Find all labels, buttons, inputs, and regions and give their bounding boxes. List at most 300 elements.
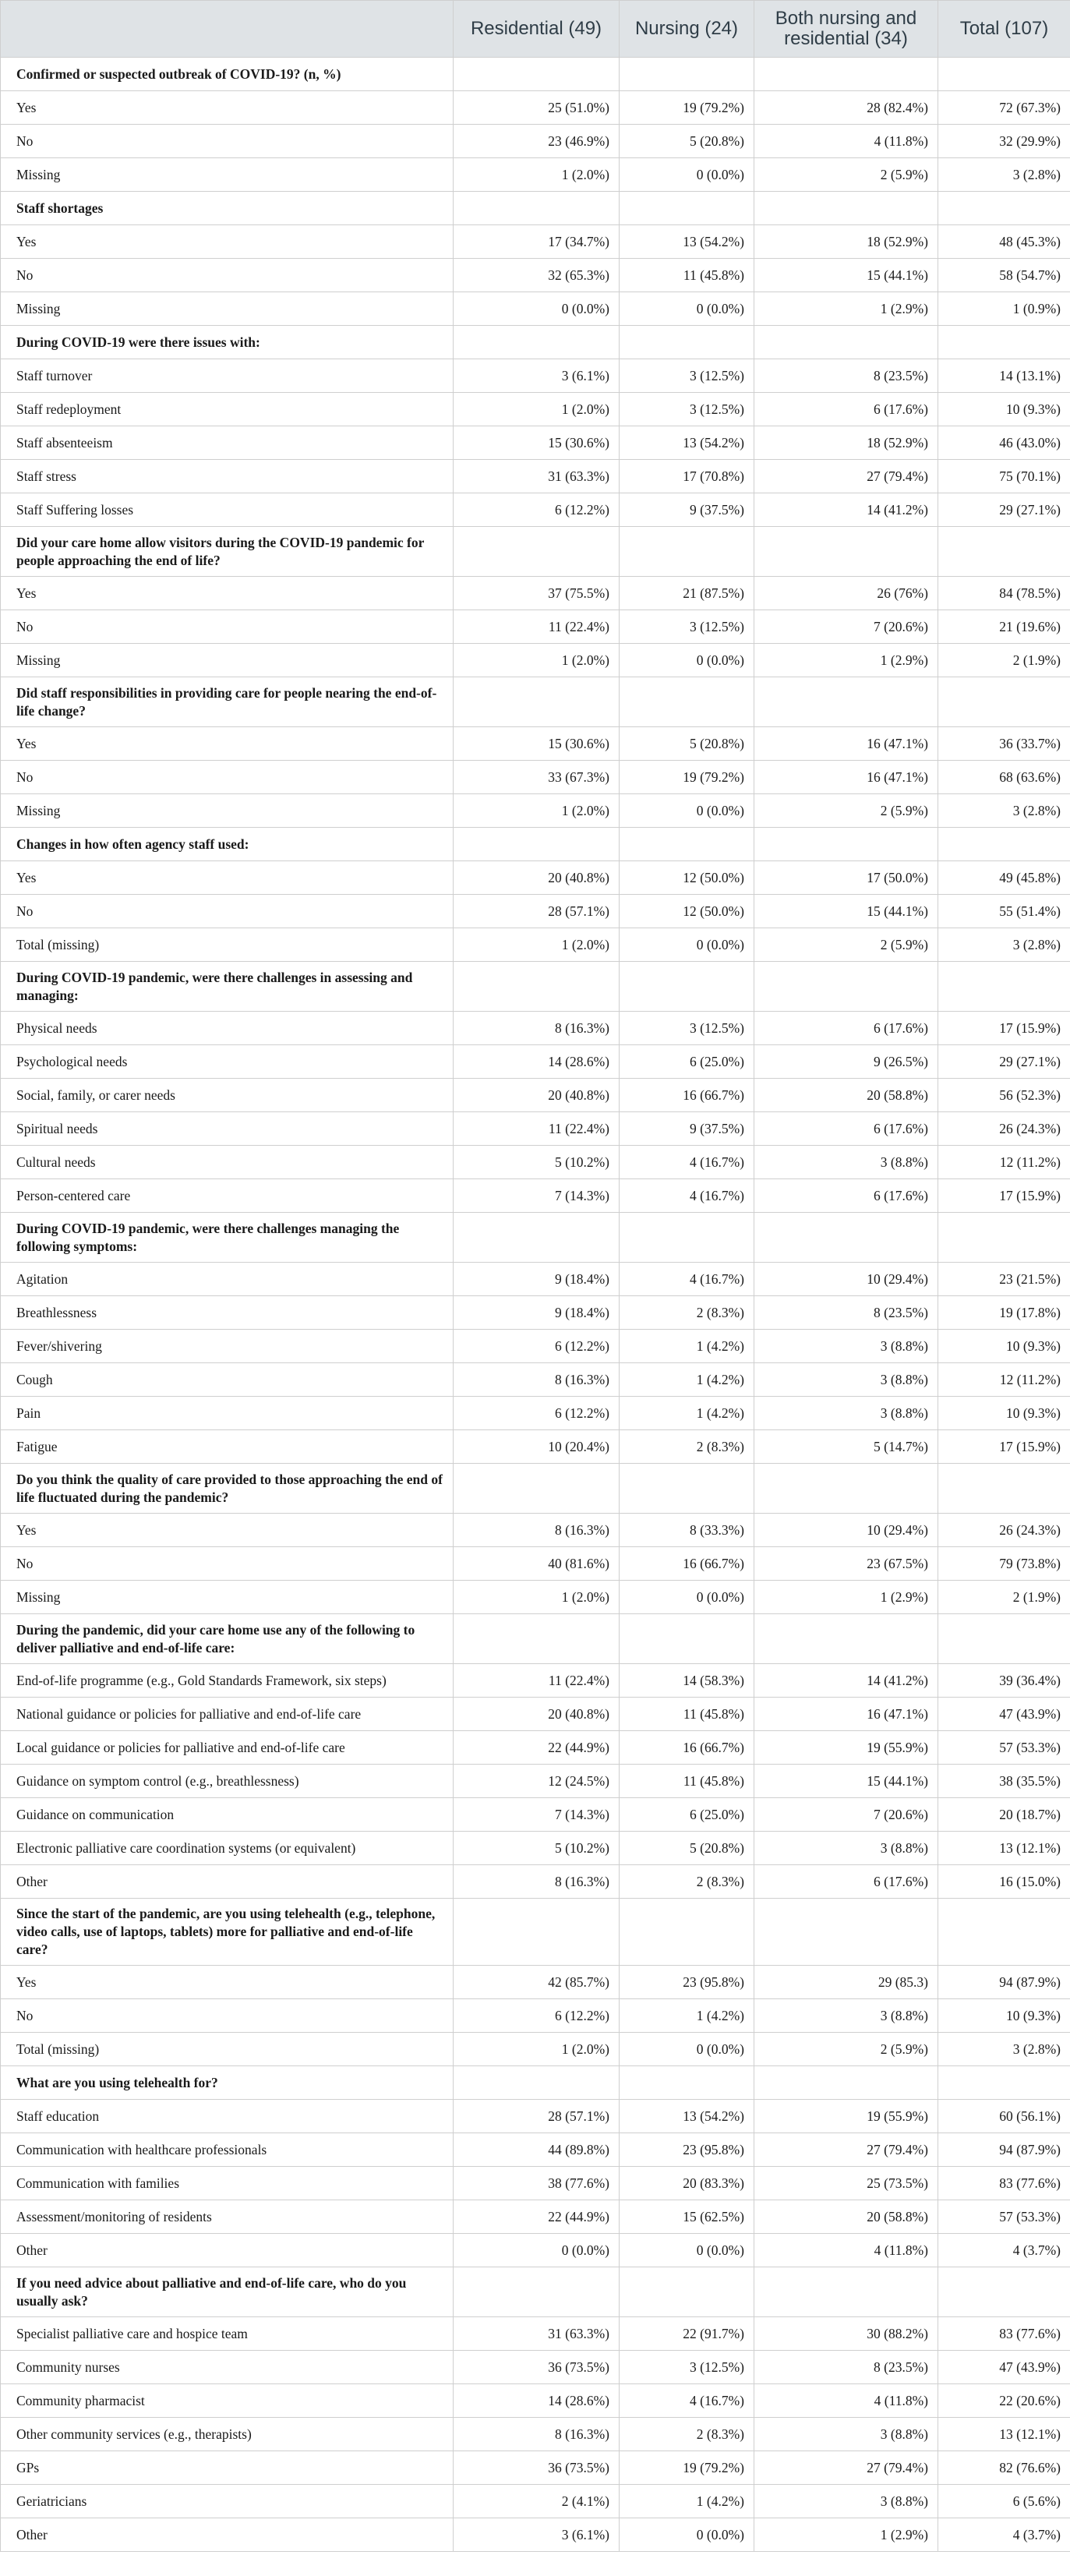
value-total: 4 (3.7%) (938, 2518, 1070, 2552)
value-both: 1 (2.9%) (754, 2518, 938, 2552)
value-both: 1 (2.9%) (754, 292, 938, 326)
table-row (1, 1547, 1070, 1581)
empty-cell (938, 1213, 1070, 1263)
value-both: 7 (20.6%) (754, 1798, 938, 1832)
section-question: If you need advice about palliative and end-of-life care, who do you usually ask? (1, 2267, 454, 2317)
value-nursing: 23 (95.8%) (620, 2133, 754, 2167)
value-both: 3 (8.8%) (754, 2485, 938, 2518)
value-residential: 2 (4.1%) (454, 2485, 620, 2518)
table-row (1, 292, 1070, 326)
row-label: Total (missing) (1, 2033, 454, 2066)
empty-cell (454, 326, 620, 359)
value-both: 6 (17.6%) (754, 1865, 938, 1899)
empty-cell (938, 326, 1070, 359)
empty-cell (938, 192, 1070, 225)
empty-cell (620, 677, 754, 727)
table-row (1, 1999, 1070, 2033)
value-total: 94 (87.9%) (938, 2133, 1070, 2167)
value-nursing: 16 (66.7%) (620, 1547, 754, 1581)
table-row (1, 460, 1070, 493)
row-label: Physical needs (1, 1012, 454, 1045)
table-row (1, 2485, 1070, 2518)
value-total: 79 (73.8%) (938, 1547, 1070, 1581)
value-total: 84 (78.5%) (938, 577, 1070, 610)
table-row (1, 1765, 1070, 1798)
section-heading-row (1, 1899, 1070, 1966)
value-residential: 7 (14.3%) (454, 1179, 620, 1213)
value-total: 57 (53.3%) (938, 2200, 1070, 2234)
empty-cell (454, 2066, 620, 2100)
value-residential: 8 (16.3%) (454, 1363, 620, 1397)
value-total: 55 (51.4%) (938, 895, 1070, 928)
value-residential: 6 (12.2%) (454, 1330, 620, 1363)
table-row (1, 1397, 1070, 1430)
table-row (1, 1296, 1070, 1330)
table-row (1, 1012, 1070, 1045)
empty-cell (754, 1899, 938, 1966)
empty-cell (754, 1464, 938, 1514)
value-total: 57 (53.3%) (938, 1731, 1070, 1765)
row-label: Community pharmacist (1, 2384, 454, 2418)
value-total: 94 (87.9%) (938, 1966, 1070, 1999)
value-residential: 3 (6.1%) (454, 359, 620, 393)
value-residential: 14 (28.6%) (454, 2384, 620, 2418)
value-total: 48 (45.3%) (938, 225, 1070, 259)
value-residential: 20 (40.8%) (454, 1698, 620, 1731)
value-total: 68 (63.6%) (938, 761, 1070, 794)
row-label: No (1, 259, 454, 292)
value-total: 21 (19.6%) (938, 610, 1070, 644)
value-both: 23 (67.5%) (754, 1547, 938, 1581)
value-both: 6 (17.6%) (754, 1112, 938, 1146)
value-both: 15 (44.1%) (754, 1765, 938, 1798)
table-row (1, 2351, 1070, 2384)
empty-cell (754, 677, 938, 727)
value-residential: 11 (22.4%) (454, 1112, 620, 1146)
empty-cell (754, 828, 938, 861)
value-total: 75 (70.1%) (938, 460, 1070, 493)
value-total: 47 (43.9%) (938, 2351, 1070, 2384)
value-residential: 8 (16.3%) (454, 1865, 620, 1899)
value-residential: 10 (20.4%) (454, 1430, 620, 1464)
value-both: 10 (29.4%) (754, 1514, 938, 1547)
section-question: During COVID-19 were there issues with: (1, 326, 454, 359)
row-label: Staff redeployment (1, 393, 454, 426)
table-row (1, 2418, 1070, 2451)
section-heading-row (1, 58, 1070, 91)
empty-cell (454, 1213, 620, 1263)
value-both: 20 (58.8%) (754, 2200, 938, 2234)
value-residential: 1 (2.0%) (454, 794, 620, 828)
value-nursing: 21 (87.5%) (620, 577, 754, 610)
value-nursing: 0 (0.0%) (620, 794, 754, 828)
value-residential: 20 (40.8%) (454, 861, 620, 895)
table-row (1, 1698, 1070, 1731)
value-both: 14 (41.2%) (754, 1664, 938, 1698)
value-nursing: 6 (25.0%) (620, 1045, 754, 1079)
value-nursing: 1 (4.2%) (620, 1363, 754, 1397)
table-row (1, 2518, 1070, 2552)
value-both: 7 (20.6%) (754, 610, 938, 644)
value-total: 6 (5.6%) (938, 2485, 1070, 2518)
row-label: Geriatricians (1, 2485, 454, 2518)
value-both: 2 (5.9%) (754, 2033, 938, 2066)
empty-cell (938, 1614, 1070, 1664)
value-nursing: 1 (4.2%) (620, 1397, 754, 1430)
value-both: 25 (73.5%) (754, 2167, 938, 2200)
value-nursing: 6 (25.0%) (620, 1798, 754, 1832)
value-nursing: 4 (16.7%) (620, 1179, 754, 1213)
value-residential: 36 (73.5%) (454, 2451, 620, 2485)
header-row (1, 1, 1070, 58)
empty-cell (754, 962, 938, 1012)
value-both: 19 (55.9%) (754, 2100, 938, 2133)
value-residential: 12 (24.5%) (454, 1765, 620, 1798)
value-nursing: 12 (50.0%) (620, 895, 754, 928)
table-row (1, 1514, 1070, 1547)
value-nursing: 11 (45.8%) (620, 1765, 754, 1798)
section-question: Since the start of the pandemic, are you using telehealth (e.g., telephone, video calls, use of laptops, tablets) more for palliative and end-of-life care? (1, 1899, 454, 1966)
value-nursing: 13 (54.2%) (620, 426, 754, 460)
value-total: 13 (12.1%) (938, 2418, 1070, 2451)
value-residential: 23 (46.9%) (454, 125, 620, 158)
empty-cell (620, 1464, 754, 1514)
row-label: Guidance on symptom control (e.g., breathlessness) (1, 1765, 454, 1798)
empty-cell (454, 527, 620, 577)
value-residential: 9 (18.4%) (454, 1296, 620, 1330)
row-label: Missing (1, 1581, 454, 1614)
value-both: 6 (17.6%) (754, 393, 938, 426)
table-row (1, 359, 1070, 393)
empty-cell (454, 962, 620, 1012)
value-total: 12 (11.2%) (938, 1146, 1070, 1179)
value-nursing: 4 (16.7%) (620, 1263, 754, 1296)
value-both: 16 (47.1%) (754, 1698, 938, 1731)
row-label: End-of-life programme (e.g., Gold Standards Framework, six steps) (1, 1664, 454, 1698)
value-both: 2 (5.9%) (754, 158, 938, 192)
section-question: Changes in how often agency staff used: (1, 828, 454, 861)
row-label: Missing (1, 794, 454, 828)
row-label: No (1, 761, 454, 794)
value-both: 2 (5.9%) (754, 794, 938, 828)
value-nursing: 5 (20.8%) (620, 1832, 754, 1865)
section-question: What are you using telehealth for? (1, 2066, 454, 2100)
row-label: Staff Suffering losses (1, 493, 454, 527)
value-total: 60 (56.1%) (938, 2100, 1070, 2133)
value-nursing: 3 (12.5%) (620, 2351, 754, 2384)
row-label: Social, family, or carer needs (1, 1079, 454, 1112)
row-label: Yes (1, 727, 454, 761)
table-row (1, 928, 1070, 962)
empty-cell (454, 1614, 620, 1664)
table-row (1, 1112, 1070, 1146)
row-label: Staff stress (1, 460, 454, 493)
section-question: Did your care home allow visitors during the COVID-19 pandemic for people approaching the end of life? (1, 527, 454, 577)
value-total: 16 (15.0%) (938, 1865, 1070, 1899)
value-nursing: 2 (8.3%) (620, 2418, 754, 2451)
empty-cell (938, 1464, 1070, 1514)
row-label: Yes (1, 861, 454, 895)
value-nursing: 19 (79.2%) (620, 761, 754, 794)
value-both: 3 (8.8%) (754, 2418, 938, 2451)
value-residential: 15 (30.6%) (454, 727, 620, 761)
row-label: No (1, 1547, 454, 1581)
value-nursing: 19 (79.2%) (620, 91, 754, 125)
value-total: 36 (33.7%) (938, 727, 1070, 761)
table-row (1, 2100, 1070, 2133)
table-row (1, 426, 1070, 460)
row-label: Staff education (1, 2100, 454, 2133)
value-both: 16 (47.1%) (754, 761, 938, 794)
empty-cell (938, 2066, 1070, 2100)
value-nursing: 0 (0.0%) (620, 2518, 754, 2552)
value-residential: 6 (12.2%) (454, 493, 620, 527)
section-heading-row (1, 2066, 1070, 2100)
value-total: 29 (27.1%) (938, 493, 1070, 527)
empty-cell (938, 828, 1070, 861)
value-both: 4 (11.8%) (754, 2234, 938, 2267)
value-both: 19 (55.9%) (754, 1731, 938, 1765)
value-total: 26 (24.3%) (938, 1514, 1070, 1547)
value-both: 5 (14.7%) (754, 1430, 938, 1464)
table-row (1, 644, 1070, 677)
value-residential: 28 (57.1%) (454, 2100, 620, 2133)
row-label: Agitation (1, 1263, 454, 1296)
value-total: 10 (9.3%) (938, 1397, 1070, 1430)
value-total: 22 (20.6%) (938, 2384, 1070, 2418)
row-label: Assessment/monitoring of residents (1, 2200, 454, 2234)
table-row (1, 1146, 1070, 1179)
value-nursing: 15 (62.5%) (620, 2200, 754, 2234)
row-label: Yes (1, 91, 454, 125)
section-heading-row (1, 1213, 1070, 1263)
value-total: 19 (17.8%) (938, 1296, 1070, 1330)
table-body (1, 58, 1070, 2552)
section-question: During COVID-19 pandemic, were there challenges in assessing and managing: (1, 962, 454, 1012)
value-nursing: 0 (0.0%) (620, 1581, 754, 1614)
value-residential: 1 (2.0%) (454, 2033, 620, 2066)
table-row (1, 1966, 1070, 1999)
empty-cell (620, 192, 754, 225)
row-label: Specialist palliative care and hospice team (1, 2317, 454, 2351)
value-both: 3 (8.8%) (754, 1146, 938, 1179)
empty-cell (938, 2267, 1070, 2317)
table-row (1, 158, 1070, 192)
table-row (1, 610, 1070, 644)
value-total: 17 (15.9%) (938, 1430, 1070, 1464)
empty-cell (620, 1614, 754, 1664)
value-total: 13 (12.1%) (938, 1832, 1070, 1865)
value-residential: 38 (77.6%) (454, 2167, 620, 2200)
value-nursing: 2 (8.3%) (620, 1430, 754, 1464)
section-heading-row (1, 326, 1070, 359)
value-nursing: 2 (8.3%) (620, 1865, 754, 1899)
value-both: 27 (79.4%) (754, 2451, 938, 2485)
empty-cell (454, 58, 620, 91)
value-total: 82 (76.6%) (938, 2451, 1070, 2485)
value-nursing: 2 (8.3%) (620, 1296, 754, 1330)
table-row (1, 577, 1070, 610)
value-residential: 14 (28.6%) (454, 1045, 620, 1079)
value-residential: 0 (0.0%) (454, 292, 620, 326)
value-total: 46 (43.0%) (938, 426, 1070, 460)
table-row (1, 1079, 1070, 1112)
row-label: Yes (1, 1514, 454, 1547)
value-residential: 6 (12.2%) (454, 1999, 620, 2033)
value-residential: 36 (73.5%) (454, 2351, 620, 2384)
empty-cell (754, 58, 938, 91)
value-nursing: 20 (83.3%) (620, 2167, 754, 2200)
table-row (1, 91, 1070, 125)
value-both: 17 (50.0%) (754, 861, 938, 895)
empty-cell (620, 2267, 754, 2317)
empty-cell (754, 2267, 938, 2317)
empty-cell (454, 1464, 620, 1514)
table-row (1, 1263, 1070, 1296)
table-row (1, 493, 1070, 527)
section-question: During COVID-19 pandemic, were there challenges managing the following symptoms: (1, 1213, 454, 1263)
value-nursing: 16 (66.7%) (620, 1079, 754, 1112)
table-row (1, 2317, 1070, 2351)
value-residential: 17 (34.7%) (454, 225, 620, 259)
empty-cell (754, 527, 938, 577)
value-total: 56 (52.3%) (938, 1079, 1070, 1112)
value-nursing: 23 (95.8%) (620, 1966, 754, 1999)
value-nursing: 4 (16.7%) (620, 2384, 754, 2418)
value-residential: 40 (81.6%) (454, 1547, 620, 1581)
value-total: 83 (77.6%) (938, 2167, 1070, 2200)
value-residential: 28 (57.1%) (454, 895, 620, 928)
empty-cell (620, 828, 754, 861)
table-row (1, 1664, 1070, 1698)
value-both: 10 (29.4%) (754, 1263, 938, 1296)
table-row (1, 727, 1070, 761)
value-both: 26 (76%) (754, 577, 938, 610)
value-residential: 15 (30.6%) (454, 426, 620, 460)
header-total: Total (107) (938, 1, 1070, 58)
value-both: 6 (17.6%) (754, 1179, 938, 1213)
value-both: 6 (17.6%) (754, 1012, 938, 1045)
value-both: 3 (8.8%) (754, 1832, 938, 1865)
table-row (1, 2200, 1070, 2234)
header-nursing: Nursing (24) (620, 1, 754, 58)
section-heading-row (1, 2267, 1070, 2317)
value-residential: 9 (18.4%) (454, 1263, 620, 1296)
table-row (1, 1832, 1070, 1865)
value-both: 16 (47.1%) (754, 727, 938, 761)
value-residential: 8 (16.3%) (454, 2418, 620, 2451)
value-nursing: 4 (16.7%) (620, 1146, 754, 1179)
row-label: Spiritual needs (1, 1112, 454, 1146)
value-both: 20 (58.8%) (754, 1079, 938, 1112)
section-question: Staff shortages (1, 192, 454, 225)
section-question: Do you think the quality of care provided to those approaching the end of life fluctuated during the pandemic? (1, 1464, 454, 1514)
value-both: 15 (44.1%) (754, 895, 938, 928)
value-total: 38 (35.5%) (938, 1765, 1070, 1798)
table-row (1, 2033, 1070, 2066)
row-label: Psychological needs (1, 1045, 454, 1079)
row-label: Staff turnover (1, 359, 454, 393)
row-label: Other (1, 1865, 454, 1899)
value-both: 2 (5.9%) (754, 928, 938, 962)
value-nursing: 5 (20.8%) (620, 727, 754, 761)
table-row (1, 861, 1070, 895)
value-residential: 22 (44.9%) (454, 2200, 620, 2234)
row-label: Breathlessness (1, 1296, 454, 1330)
table-row (1, 2167, 1070, 2200)
value-total: 23 (21.5%) (938, 1263, 1070, 1296)
value-residential: 37 (75.5%) (454, 577, 620, 610)
section-heading-row (1, 1614, 1070, 1664)
empty-cell (620, 1899, 754, 1966)
value-residential: 1 (2.0%) (454, 393, 620, 426)
section-heading-row (1, 527, 1070, 577)
value-nursing: 14 (58.3%) (620, 1664, 754, 1698)
row-label: Yes (1, 225, 454, 259)
value-nursing: 5 (20.8%) (620, 125, 754, 158)
row-label: Cough (1, 1363, 454, 1397)
value-residential: 11 (22.4%) (454, 610, 620, 644)
empty-cell (938, 962, 1070, 1012)
table-row (1, 1330, 1070, 1363)
value-nursing: 0 (0.0%) (620, 928, 754, 962)
value-total: 3 (2.8%) (938, 794, 1070, 828)
empty-cell (620, 962, 754, 1012)
table-row (1, 2234, 1070, 2267)
row-label: No (1, 125, 454, 158)
section-heading-row (1, 1464, 1070, 1514)
value-nursing: 13 (54.2%) (620, 225, 754, 259)
value-total: 17 (15.9%) (938, 1179, 1070, 1213)
value-total: 12 (11.2%) (938, 1363, 1070, 1397)
value-both: 28 (82.4%) (754, 91, 938, 125)
value-nursing: 16 (66.7%) (620, 1731, 754, 1765)
header-blank-cell (1, 1, 454, 58)
row-label: Guidance on communication (1, 1798, 454, 1832)
table-row (1, 1045, 1070, 1079)
value-residential: 32 (65.3%) (454, 259, 620, 292)
section-question: Did staff responsibilities in providing care for people nearing the end-of-life change? (1, 677, 454, 727)
row-label: No (1, 610, 454, 644)
empty-cell (938, 1899, 1070, 1966)
row-label: Staff absenteeism (1, 426, 454, 460)
value-both: 9 (26.5%) (754, 1045, 938, 1079)
empty-cell (620, 2066, 754, 2100)
value-nursing: 0 (0.0%) (620, 158, 754, 192)
value-total: 14 (13.1%) (938, 359, 1070, 393)
value-both: 1 (2.9%) (754, 644, 938, 677)
row-label: Total (missing) (1, 928, 454, 962)
value-nursing: 13 (54.2%) (620, 2100, 754, 2133)
value-nursing: 22 (91.7%) (620, 2317, 754, 2351)
row-label: No (1, 1999, 454, 2033)
value-both: 3 (8.8%) (754, 1999, 938, 2033)
value-total: 10 (9.3%) (938, 393, 1070, 426)
value-nursing: 1 (4.2%) (620, 1330, 754, 1363)
value-both: 27 (79.4%) (754, 2133, 938, 2167)
value-total: 29 (27.1%) (938, 1045, 1070, 1079)
empty-cell (754, 326, 938, 359)
table-row (1, 1430, 1070, 1464)
section-heading-row (1, 828, 1070, 861)
value-nursing: 3 (12.5%) (620, 610, 754, 644)
value-nursing: 0 (0.0%) (620, 292, 754, 326)
table-row (1, 895, 1070, 928)
table-row (1, 225, 1070, 259)
row-label: Fatigue (1, 1430, 454, 1464)
value-nursing: 12 (50.0%) (620, 861, 754, 895)
table-row (1, 794, 1070, 828)
